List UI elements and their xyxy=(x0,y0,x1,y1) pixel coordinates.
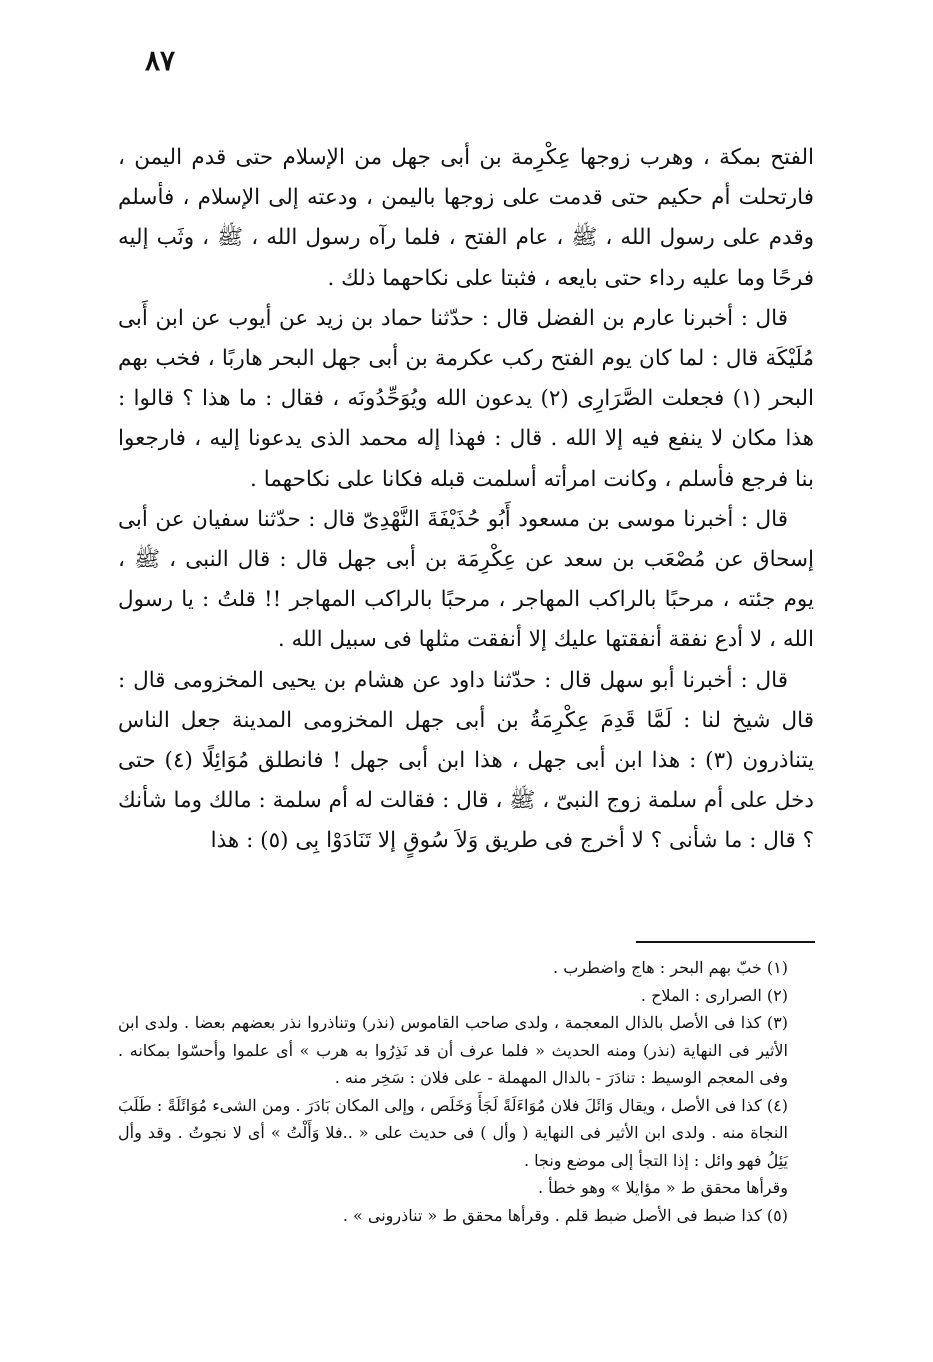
paragraph: الفتح بمكة ، وهرب زوجها عِكْرِمة بن أبى جهل من الإسلام حتى قدم اليمن ، فارتحلت أم حكيم حتى قدمت على زوجها باليمن ، ودعته إلى الإسلام ، فأسلم وقدم على رسول الله ، ﷺ ، عام الفتح ، فلما رآه رسول الله ، ﷺ ، وثَب إليه فرحًا وما عليه رداء حتى بايعه ، فثبتا على نكاحهما ذلك . xyxy=(118,145,814,291)
footnote-separator xyxy=(636,941,815,943)
footnote: (٢) الصرارى : الملاح . xyxy=(640,985,788,1005)
paragraph: قال : أخبرنا عارم بن الفضل قال : حدّثنا حماد بن زيد عن أيوب عن ابن أَبى مُلَيْكَة قال : لما كان يوم الفتح ركب عكرمة بن أبى جهل البحر هاربًا ، فخب بهم البحر (١) فجعلت الصَّرَارِى (٢) يدعون الله ويُوَحِّدُونَه ، فقال : ما هذا ؟ قالوا : هذا مكان لا ينفع فيه إلا الله . قال : فهذا إله محمد الذى يدعونا إليه ، فارجعوا بنا فرجع فأسلم ، وكانت امرأته أسلمت قبله فكانا على نكاحهما . xyxy=(118,305,814,492)
footnotes xyxy=(118,954,814,1229)
footnote: (٤) كذا فى الأصل ، ويقال وَائَلَ فلان مُوَاءَلَةً لَجَأَ وَخَلَص ، وإلى المكان بَادَرَ . ومن الشىء مُوَائَلَةً : طَلَبَ النجاة منه . ولدى ابن الأثير فى النهاية ( وأل ) فى حديث على « ..فلا وَأَلْتُ » أى لا نجوتُ . وقد وأل يَئِلُ فهو وائل : إذا التجأ إلى موضع ونجا . xyxy=(118,1095,788,1170)
footnote: (٥) كذا ضبط فى الأصل ضبط قلم . وقرأها محقق ط « تناذرونى » . xyxy=(342,1205,788,1225)
page-number: ٨٧ xyxy=(144,44,176,77)
footnote: (٣) كذا فى الأصل بالذال المعجمة ، ولدى صاحب القاموس (نذر) وتناذروا نذر بعضهم بعضا . ولدى ابن الأثير فى النهاية (نذر) ومنه الحديث « فلما عرف أن قد نَذِرُوا به هرب » أى علموا وأحسّوا بمكانه . وفى المعجم الوسيط : تنادَرَ - بالدال المهملة - على فلان : سَخِر منه . xyxy=(118,1013,788,1087)
footnote: (١) خبّ بهم البحر : هاج واضطرب . xyxy=(553,958,788,977)
paragraph: قال : أخبرنا أبو سهل قال : حدّثنا داود عن هشام بن يحيى المخزومى قال : قال شيخ لنا : لَمَّا قَدِمَ عِكْرِمَةُ بن أبى جهل المخزومى المدينة جعل الناس يتناذرون (٣) : هذا ابن أبى جهل ، هذا ابن أبى جهل ! فانطلق مُوَائِلًا (٤) حتى دخل على أم سلمة زوج النبىّ ، ﷺ ، قال : فقالت له أم سلمة : مالك وما شأنك ؟ قال : ما شأنى ؟ لا أخرج فى طريق وَلاَ سُوقٍ إلا تَنَادَوْا بِى (٥) : هذا xyxy=(118,667,815,854)
paragraph: قال : أخبرنا موسى بن مسعود أَبُو حُذَيْفَةَ النَّهْدِىّ قال : حدّثنا سفيان عن أبى إسحاق عن مُصْعَب بن سعد عن عِكْرِمَة بن أبى جهل قال : قال النبى ، ﷺ ، يوم جئته ، مرحبًا بالراكب المهاجر ، مرحبًا بالراكب المهاجر !! قلتُ : يا رسول الله ، لا أدع نفقة أنفقتها عليك إلا أنفقت مثلها فى سبيل الله . xyxy=(118,506,814,653)
footnote-continuation: وقرأها محقق ط « مؤايلا » وهو خطأ . xyxy=(537,1178,788,1197)
main-text-body xyxy=(118,138,814,862)
